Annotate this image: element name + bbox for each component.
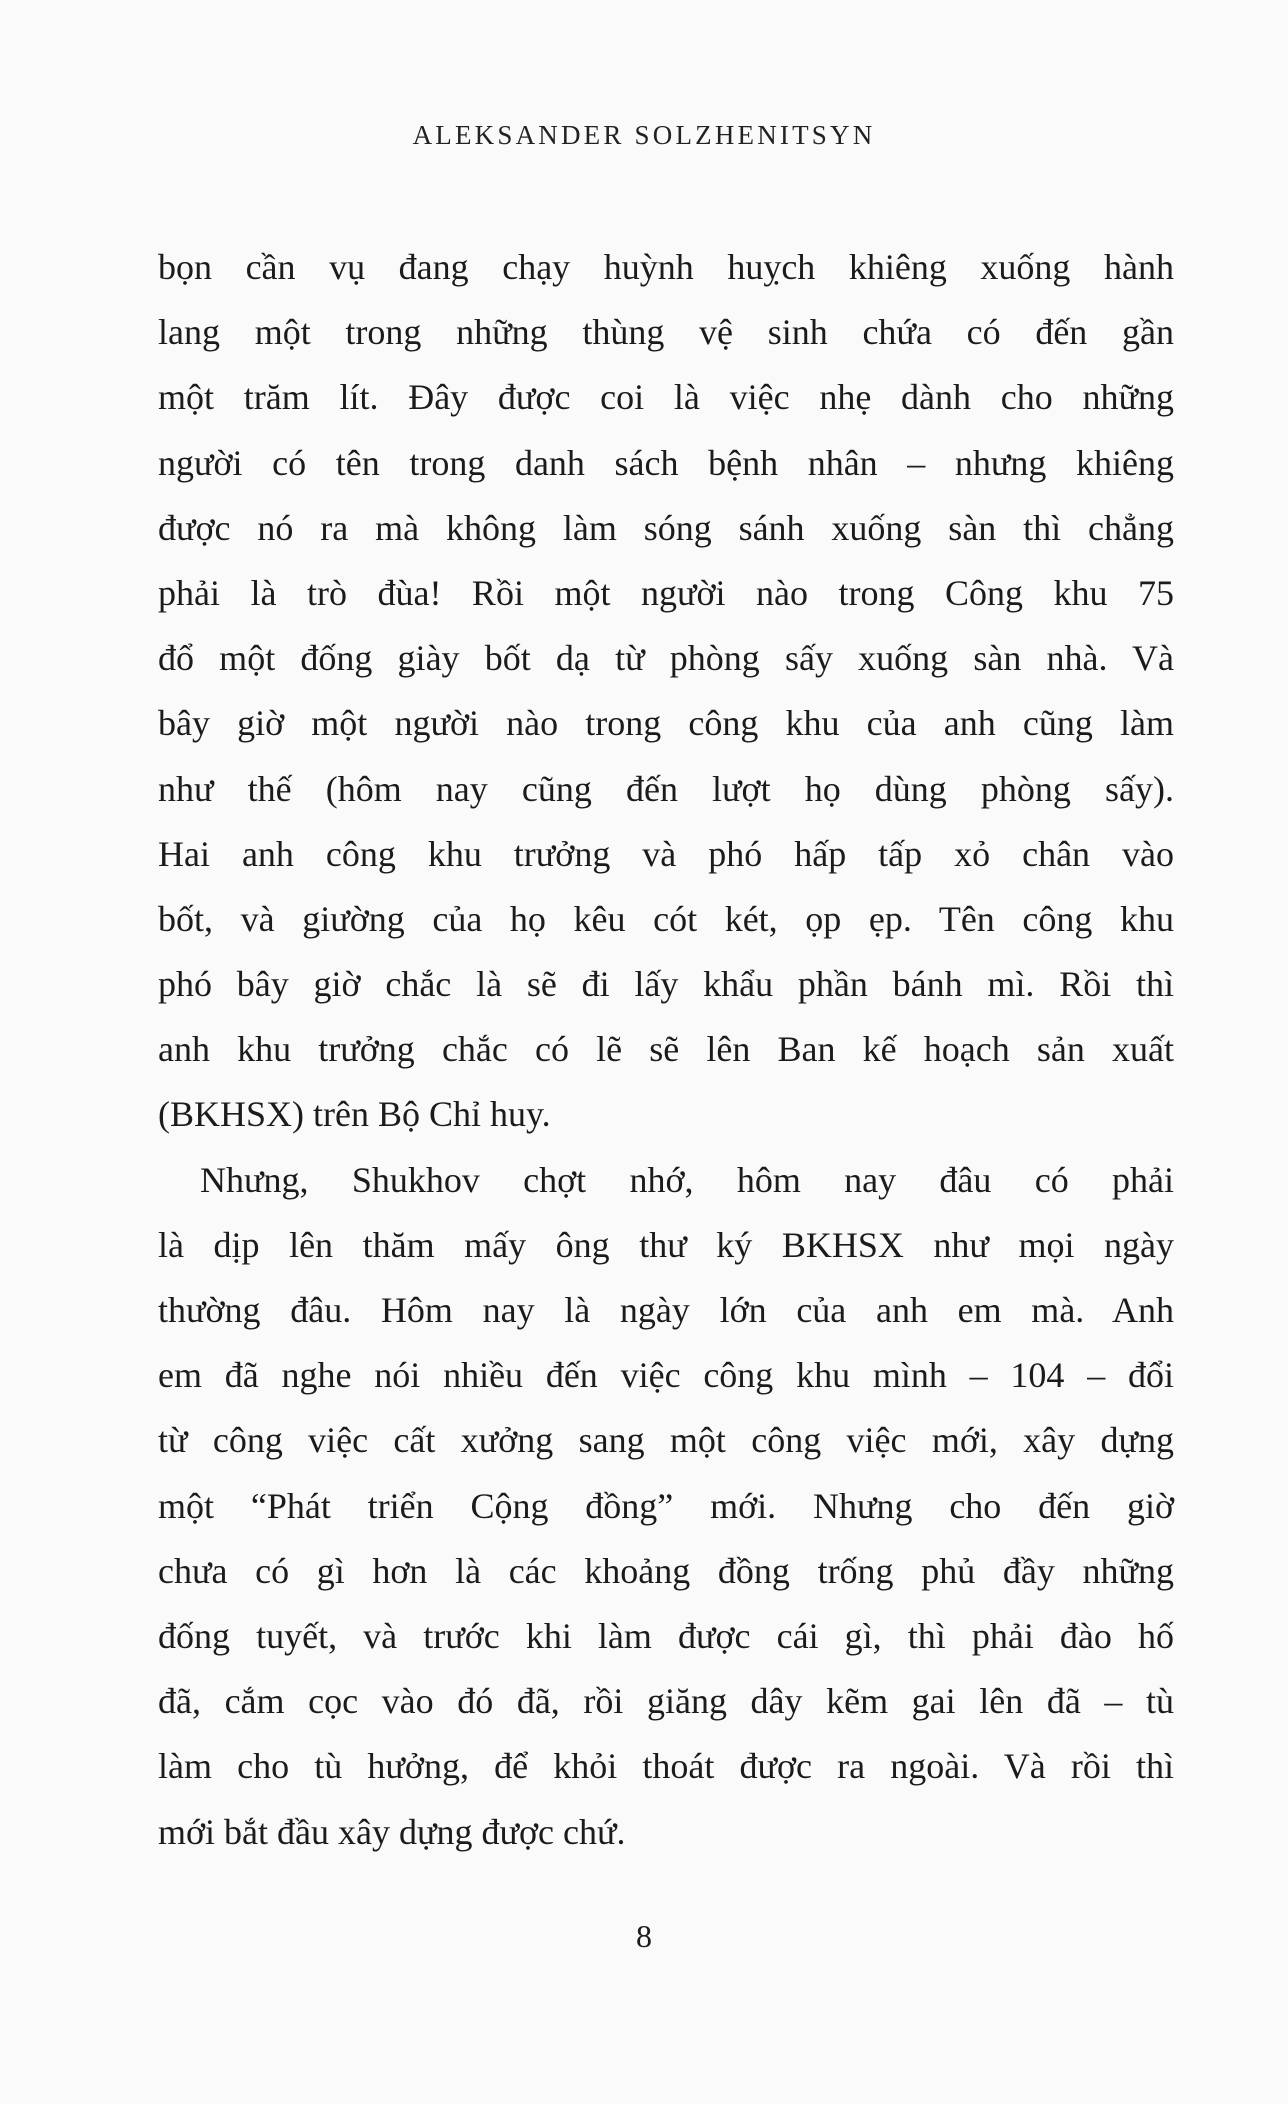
- paragraph-2: [158, 1148, 1174, 1865]
- text-line: (BKHSX) trên Bộ Chỉ huy.: [158, 1094, 551, 1135]
- text-line: mới bắt đầu xây dựng được chứ.: [158, 1811, 626, 1852]
- text-line: được nó ra mà không làm sóng sánh xuống sàn thì chẳng: [158, 507, 1174, 548]
- text-line: phó bây giờ chắc là sẽ đi lấy khẩu phần bánh mì. Rồi thì: [158, 964, 1174, 1005]
- text-line: đổ một đống giày bốt dạ từ phòng sấy xuống sàn nhà. Và: [158, 638, 1174, 679]
- running-head: ALEKSANDER SOLZHENITSYN: [412, 120, 876, 150]
- text-line: Nhưng, Shukhov chợt nhớ, hôm nay đâu có phải: [200, 1159, 1174, 1200]
- text-line: thường đâu. Hôm nay là ngày lớn của anh em mà. Anh: [158, 1290, 1174, 1330]
- text-line: một “Phát triển Cộng đồng” mới. Nhưng cho đến giờ: [158, 1485, 1174, 1526]
- text-line: bốt, và giường của họ kêu cót két, ọp ẹp. Tên công khu: [158, 898, 1174, 939]
- text-line: làm cho tù hưởng, để khỏi thoát được ra ngoài. Và rồi thì: [158, 1746, 1174, 1787]
- text-line: lang một trong những thùng vệ sinh chứa có đến gần: [158, 312, 1174, 353]
- text-line: đã, cắm cọc vào đó đã, rồi giăng dây kẽm gai lên đã – tù: [158, 1681, 1174, 1722]
- text-line: một trăm lít. Đây được coi là việc nhẹ dành cho những: [158, 377, 1174, 418]
- text-line: chưa có gì hơn là các khoảng đồng trống phủ đầy những: [158, 1550, 1174, 1591]
- text-line: em đã nghe nói nhiều đến việc công khu mình – 104 – đổi: [158, 1355, 1174, 1396]
- text-line: bây giờ một người nào trong công khu của anh cũng làm: [158, 703, 1174, 744]
- text-line: Hai anh công khu trưởng và phó hấp tấp xỏ chân vào: [158, 833, 1174, 874]
- text-line: đống tuyết, và trước khi làm được cái gì, thì phải đào hố: [158, 1615, 1174, 1656]
- text-line: từ công việc cất xưởng sang một công việc mới, xây dựng: [158, 1420, 1174, 1461]
- page-number: 8: [636, 1918, 652, 1954]
- text-line: như thế (hôm nay cũng đến lượt họ dùng phòng sấy).: [158, 768, 1174, 809]
- text-line: là dịp lên thăm mấy ông thư ký BKHSX như mọi ngày: [158, 1224, 1174, 1265]
- body-text: [158, 235, 1174, 1865]
- text-line: anh khu trưởng chắc có lẽ sẽ lên Ban kế hoạch sản xuất: [158, 1029, 1174, 1070]
- text-line: phải là trò đùa! Rồi một người nào trong Công khu 75: [158, 572, 1174, 613]
- paragraph-1: [158, 235, 1174, 1148]
- text-line: người có tên trong danh sách bệnh nhân – nhưng khiêng: [158, 442, 1174, 483]
- text-line: bọn cần vụ đang chạy huỳnh huỵch khiêng xuống hành: [158, 247, 1174, 287]
